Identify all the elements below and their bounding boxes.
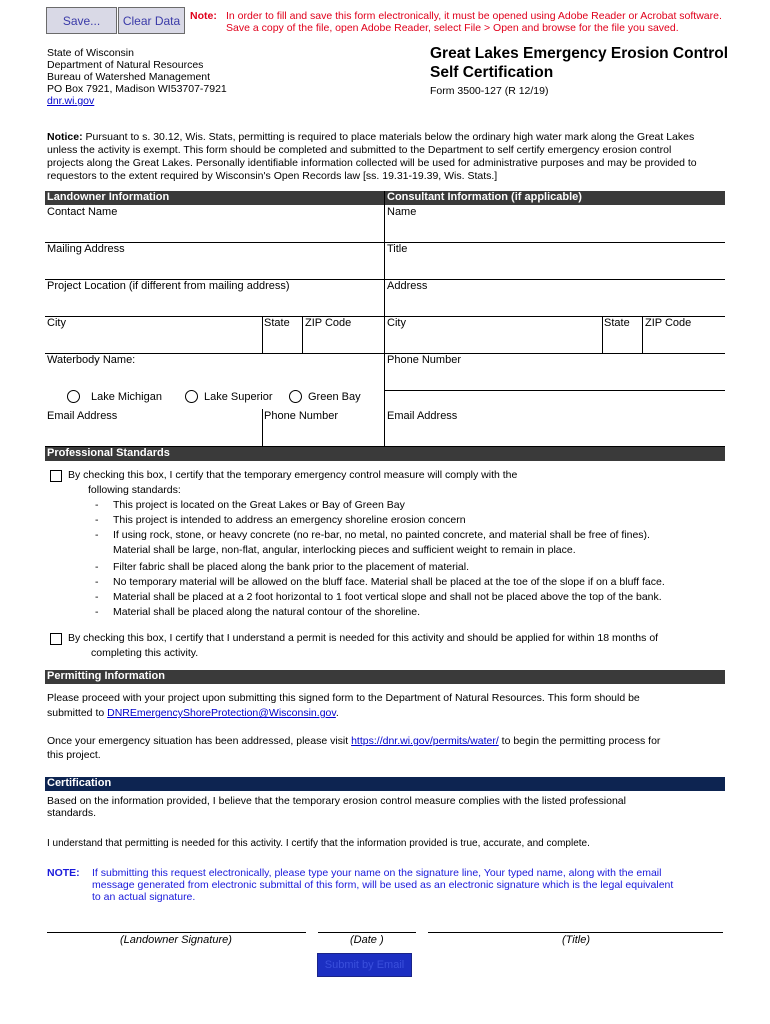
notice-line-4: requestors to the extent required by Wisconsin's Open Records law [ss. 19.31-19.39, Wis. Stats.] (47, 170, 498, 182)
notice-line-1: Pursuant to s. 30.12, Wis. Stats, permitting is required to place materials below the ordinary high water mark along the Great Lakes (85, 131, 695, 143)
cert-note-line-2: message generated from electronic submittal of this form, will be used as an electronic signature which is the legal equivalent (92, 879, 674, 891)
consultant-address-field[interactable]: Address (387, 280, 428, 292)
form-number: Form 3500-127 (R 12/19) (430, 85, 549, 97)
note-line-2: Save a copy of the file, open Adobe Reader, select File > Open and browse for the file you saved. (226, 22, 679, 34)
standard-item-continued: Material shall be large, non-flat, angular, interlocking pieces and sufficient weight to remain in place. (113, 544, 576, 556)
agency-state: State of Wisconsin (47, 47, 134, 59)
clear-data-button[interactable]: Clear Data (118, 7, 185, 34)
standards-header: Professional Standards (45, 447, 725, 461)
save-button[interactable]: Save... (46, 7, 117, 34)
consultant-state-field[interactable]: State (604, 317, 630, 329)
consultant-phone-field[interactable]: Phone Number (387, 354, 461, 366)
consultant-city-field[interactable]: City (387, 317, 406, 329)
form-subtitle: Self Certification (430, 64, 554, 81)
submit-by-email-button[interactable]: Submit by Email (317, 953, 412, 977)
green-bay-radio[interactable] (289, 390, 302, 403)
notice-line-3: projects along the Great Lakes. Personally identifiable information collected will be used for administrative purposes and may be provided to (47, 157, 697, 169)
permitting-p2-line-2: this project. (47, 749, 101, 761)
note-label: Note: (190, 10, 217, 22)
standard-item: Material shall be placed at a 2 foot horizontal to 1 foot vertical slope and shall not be placed above the top of the bank. (113, 591, 662, 603)
standard-item: Material shall be placed along the natural contour of the shoreline. (113, 606, 421, 618)
agency-department: Department of Natural Resources (47, 59, 204, 71)
consultant-title-field[interactable]: Title (387, 243, 408, 255)
title-label: (Title) (562, 934, 591, 946)
phone-field[interactable]: Phone Number (264, 410, 338, 422)
landowner-header: Landowner Information (45, 191, 384, 205)
contact-name-field[interactable]: Contact Name (47, 206, 118, 218)
check2-line-2: completing this activity. (91, 647, 199, 659)
consultant-zip-field[interactable]: ZIP Code (645, 317, 692, 329)
note-line-1: In order to fill and save this form electronically, it must be opened using Adobe Reader or Acrobat software. (226, 10, 722, 22)
permitting-p1-suffix: . (335, 707, 339, 719)
state-field[interactable]: State (264, 317, 290, 329)
standard-item: This project is intended to address an emergency shoreline erosion concern (113, 514, 466, 526)
check1-line-1: By checking this box, I certify that the temporary emergency control measure will comply with the (68, 469, 518, 481)
permitting-p1-line-2 (47, 707, 339, 720)
permitting-p2-line-1 (47, 735, 660, 748)
standard-item: No temporary material will be allowed on the bluff face. Material shall be placed at the toe of the slope if on a bluff face. (113, 576, 665, 588)
permitting-p1-line-1: Please proceed with your project upon submitting this signed form to the Department of Natural Resources. This form should be (47, 692, 640, 704)
lake-michigan-label: Lake Michigan (91, 391, 162, 403)
title-line[interactable] (428, 932, 723, 933)
lake-michigan-radio[interactable] (67, 390, 80, 403)
cert-note-label: NOTE: (47, 867, 80, 879)
permitting-p2-prefix: Once your emergency situation has been addressed, please visit (47, 735, 352, 747)
permitting-header: Permitting Information (45, 670, 725, 684)
permit-checkbox[interactable] (50, 633, 62, 645)
date-label: (Date ) (350, 934, 384, 946)
date-line[interactable] (318, 932, 416, 933)
landowner-signature-label: (Landowner Signature) (120, 934, 232, 946)
consultant-header: Consultant Information (if applicable) (385, 191, 725, 205)
standard-item: If using rock, stone, or heavy concrete (no re-bar, no metal, no painted concrete, and material shall be free of fines). (113, 529, 650, 541)
landowner-signature-line[interactable] (47, 932, 306, 933)
consultant-email-field[interactable]: Email Address (387, 410, 458, 422)
lake-superior-label: Lake Superior (204, 391, 273, 403)
standard-item: This project is located on the Great Lakes or Bay of Green Bay (113, 499, 405, 511)
zip-field[interactable]: ZIP Code (305, 317, 352, 329)
email-link[interactable]: DNREmergencyShoreProtection@Wisconsin.gov (107, 707, 336, 719)
cert-note-line-3: to an actual signature. (92, 891, 196, 903)
lake-superior-radio[interactable] (185, 390, 198, 403)
project-location-field[interactable]: Project Location (if different from mailing address) (47, 280, 290, 292)
certification-p2: I understand that permitting is needed for this activity. I certify that the information provided is true, accurate, and complete. (47, 838, 590, 849)
notice-label: Notice: (47, 131, 83, 143)
email-field[interactable]: Email Address (47, 410, 118, 422)
form-title: Great Lakes Emergency Erosion Control (430, 45, 729, 62)
standard-item: Filter fabric shall be placed along the bank prior to the placement of material. (113, 561, 470, 573)
cert-note-line-1: If submitting this request electronically, please type your name on the signature line, Your typed name, along with the email (92, 867, 662, 879)
notice (47, 131, 737, 183)
check1-line-2: following standards: (88, 484, 181, 496)
check2-line-1: By checking this box, I certify that I understand a permit is needed for this activity and should be applied for within 18 months of (68, 632, 659, 644)
certification-header: Certification (45, 777, 725, 791)
permitting-p1-prefix: submitted to (47, 707, 108, 719)
notice-line-2: unless the activity is exempt. This form should be completed and submitted to the Department to self certify emergency erosion control (47, 144, 672, 156)
city-field[interactable]: City (47, 317, 66, 329)
agency-address: PO Box 7921, Madison WI53707-7921 (47, 83, 227, 95)
permits-link[interactable]: https://dnr.wi.gov/permits/water/ (351, 735, 499, 747)
mailing-address-field[interactable]: Mailing Address (47, 243, 125, 255)
waterbody-label: Waterbody Name: (47, 354, 136, 366)
standards-checkbox[interactable] (50, 470, 62, 482)
agency-bureau: Bureau of Watershed Management (47, 71, 211, 83)
certification-p1-line-2: standards. (47, 807, 97, 819)
permitting-p2-suffix: to begin the permitting process for (498, 735, 661, 747)
agency-website-link[interactable]: dnr.wi.gov (47, 95, 95, 107)
green-bay-label: Green Bay (308, 391, 361, 403)
certification-p1-line-1: Based on the information provided, I believe that the temporary erosion control measure complies with the listed professional (47, 795, 626, 807)
consultant-name-field[interactable]: Name (387, 206, 417, 218)
